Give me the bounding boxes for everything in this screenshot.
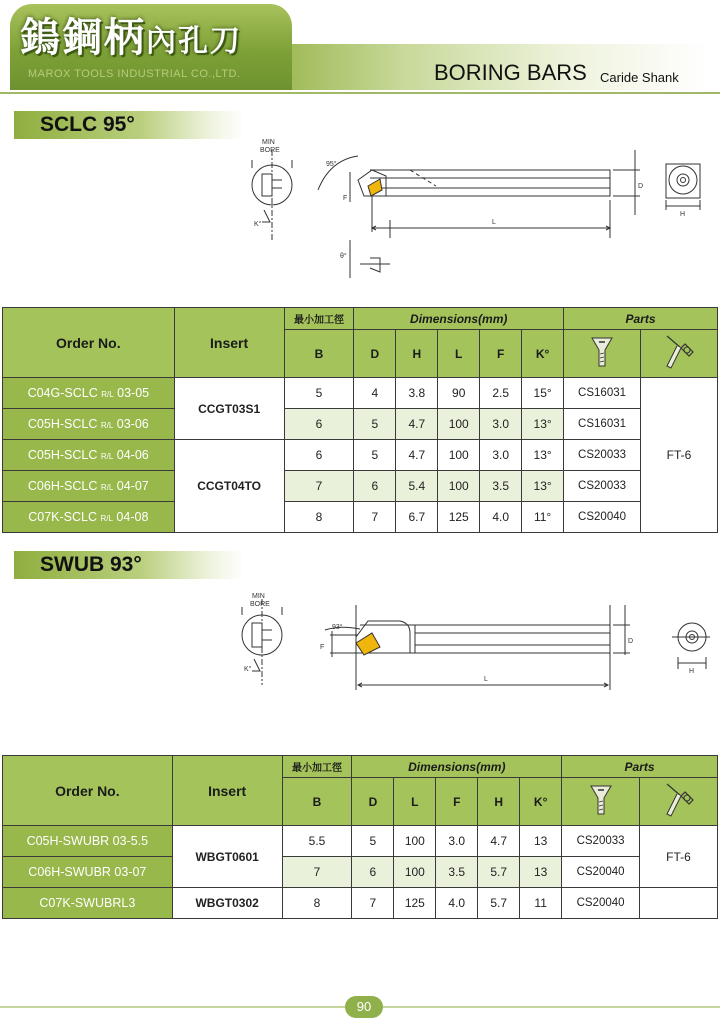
label-h: H xyxy=(689,668,695,675)
bar-side-outline xyxy=(370,170,610,196)
torx-key-icon xyxy=(659,332,699,372)
label-min: MIN xyxy=(252,593,265,600)
value-b: 8 xyxy=(282,888,352,919)
label-k: K° xyxy=(254,221,262,228)
insert-code: WBGT0302 xyxy=(172,888,282,919)
col-header-min-bore-cn: 最小加工徑 xyxy=(282,756,352,778)
order-no: C04G-SCLC R/L 03-05 xyxy=(3,378,175,409)
label-min: MIN xyxy=(262,139,275,146)
col-f: F xyxy=(436,778,478,826)
value-k: 11 xyxy=(520,888,562,919)
swub-technical-drawing xyxy=(240,585,710,695)
value-d: 6 xyxy=(352,857,394,888)
screw-part: CS20033 xyxy=(564,440,641,471)
bar-side-outline xyxy=(360,625,610,653)
col-l: L xyxy=(438,330,480,378)
section-title-swub-text: SWUB 93° xyxy=(40,553,142,576)
screw-part: CS16031 xyxy=(564,409,641,440)
value-l: 100 xyxy=(438,409,480,440)
label-theta: θ° xyxy=(340,253,347,260)
table-row xyxy=(3,857,718,888)
label-bore: BORE xyxy=(260,147,280,154)
header-subtitle-en: Caride Shank xyxy=(600,70,679,85)
value-f: 2.5 xyxy=(480,378,522,409)
value-f: 3.0 xyxy=(480,409,522,440)
col-header-parts: Parts xyxy=(564,308,718,330)
col-header-min-bore-cn: 最小加工徑 xyxy=(284,308,354,330)
order-no: C06H-SCLC R/L 04-07 xyxy=(3,471,175,502)
value-d: 5 xyxy=(354,440,396,471)
value-k: 15° xyxy=(522,378,564,409)
col-f: F xyxy=(480,330,522,378)
value-k: 13° xyxy=(522,440,564,471)
end-view-square xyxy=(666,164,700,198)
key-icon-cell xyxy=(640,778,718,826)
value-b: 8 xyxy=(284,502,354,533)
screw-icon xyxy=(588,782,614,818)
page-number: 90 xyxy=(345,996,383,1018)
col-d: D xyxy=(352,778,394,826)
value-f: 3.0 xyxy=(480,440,522,471)
header-title-cn xyxy=(20,6,242,63)
table-row xyxy=(3,826,718,857)
screw-icon-cell xyxy=(564,330,641,378)
col-h: H xyxy=(396,330,438,378)
order-no: C07K-SCLC R/L 04-08 xyxy=(3,502,175,533)
header-title-en: BORING BARS xyxy=(434,60,587,85)
label-l: L xyxy=(492,219,496,226)
table-row xyxy=(3,471,718,502)
value-b: 6 xyxy=(284,409,354,440)
order-no: C06H-SWUBR 03-07 xyxy=(3,857,173,888)
screw-part: CS20033 xyxy=(562,826,640,857)
order-no: C05H-SCLC R/L 04-06 xyxy=(3,440,175,471)
col-header-insert: Insert xyxy=(174,308,284,378)
value-f: 3.0 xyxy=(436,826,478,857)
col-header-dimensions: Dimensions(mm) xyxy=(354,308,564,330)
screw-part: CS20040 xyxy=(562,888,640,919)
value-b: 7 xyxy=(284,471,354,502)
swub-spec-table xyxy=(2,755,718,919)
sclc-insert-icon xyxy=(368,179,382,196)
value-l: 100 xyxy=(394,826,436,857)
screw-part: CS20040 xyxy=(564,502,641,533)
label-k: K° xyxy=(244,666,252,673)
order-no: C05H-SCLC R/L 03-06 xyxy=(3,409,175,440)
torx-key-icon xyxy=(659,780,699,820)
value-d: 7 xyxy=(354,502,396,533)
label-angle: 93° xyxy=(332,624,343,631)
order-no: C07K-SWUBRL3 xyxy=(3,888,173,919)
section-title-swub xyxy=(14,551,244,579)
col-k: K° xyxy=(520,778,562,826)
value-h: 5.7 xyxy=(478,857,520,888)
value-d: 4 xyxy=(354,378,396,409)
label-f: F xyxy=(343,195,348,202)
insert-code: CCGT03S1 xyxy=(174,378,284,440)
value-h: 6.7 xyxy=(396,502,438,533)
key-part: FT-6 xyxy=(640,826,718,888)
value-d: 5 xyxy=(352,826,394,857)
value-h: 4.7 xyxy=(478,826,520,857)
sclc-spec-table xyxy=(2,307,718,533)
col-b: B xyxy=(282,778,352,826)
value-h: 4.7 xyxy=(396,440,438,471)
value-l: 100 xyxy=(438,471,480,502)
value-l: 125 xyxy=(438,502,480,533)
section-title-sclc-text: SCLC 95° xyxy=(40,113,135,136)
header-title-cn-sub: 內孔刀 xyxy=(146,24,242,59)
table-row xyxy=(3,440,718,471)
value-b: 5.5 xyxy=(282,826,352,857)
table-row xyxy=(3,888,718,919)
key-part: FT-6 xyxy=(641,378,718,533)
value-l: 100 xyxy=(438,440,480,471)
label-d: D xyxy=(638,183,644,190)
label-h: H xyxy=(680,211,686,218)
company-name: MAROX TOOLS INDUSTRIAL CO.,LTD. xyxy=(28,68,241,80)
value-d: 7 xyxy=(352,888,394,919)
col-header-insert: Insert xyxy=(172,756,282,826)
label-d: D xyxy=(628,638,634,645)
value-k: 13 xyxy=(520,826,562,857)
label-f: F xyxy=(320,644,325,651)
screw-icon-cell xyxy=(562,778,640,826)
page-header xyxy=(0,0,720,96)
value-f: 3.5 xyxy=(480,471,522,502)
col-k: K° xyxy=(522,330,564,378)
sclc-technical-drawing xyxy=(240,130,710,290)
col-d: D xyxy=(354,330,396,378)
value-l: 125 xyxy=(394,888,436,919)
insert-code: CCGT04TO xyxy=(174,440,284,533)
value-d: 5 xyxy=(354,409,396,440)
value-h: 4.7 xyxy=(396,409,438,440)
value-l: 100 xyxy=(394,857,436,888)
key-icon-cell xyxy=(641,330,718,378)
header-title-cn-main: 鎢鋼柄 xyxy=(20,14,146,61)
col-l: L xyxy=(394,778,436,826)
table-row xyxy=(3,378,718,409)
value-f: 3.5 xyxy=(436,857,478,888)
value-l: 90 xyxy=(438,378,480,409)
col-header-parts: Parts xyxy=(562,756,718,778)
table-row xyxy=(3,409,718,440)
value-k: 13° xyxy=(522,471,564,502)
swub-insert-icon xyxy=(356,633,380,655)
value-f: 4.0 xyxy=(480,502,522,533)
insert-code: WBGT0601 xyxy=(172,826,282,888)
col-header-order: Order No. xyxy=(3,308,175,378)
value-h: 3.8 xyxy=(396,378,438,409)
end-view-circle xyxy=(669,166,697,194)
col-header-dimensions: Dimensions(mm) xyxy=(352,756,562,778)
col-b: B xyxy=(284,330,354,378)
screw-part: CS16031 xyxy=(564,378,641,409)
section-title-sclc xyxy=(14,111,244,139)
label-bore: BORE xyxy=(250,601,270,608)
value-b: 7 xyxy=(282,857,352,888)
value-b: 5 xyxy=(284,378,354,409)
table-row xyxy=(3,502,718,533)
screw-part: CS20040 xyxy=(562,857,640,888)
value-b: 6 xyxy=(284,440,354,471)
col-h: H xyxy=(478,778,520,826)
value-k: 13° xyxy=(522,409,564,440)
screw-icon xyxy=(589,334,615,370)
label-angle: 95° xyxy=(326,161,337,168)
value-k: 13 xyxy=(520,857,562,888)
value-k: 11° xyxy=(522,502,564,533)
value-h: 5.4 xyxy=(396,471,438,502)
key-part-empty xyxy=(640,888,718,919)
order-no: C05H-SWUBR 03-5.5 xyxy=(3,826,173,857)
screw-part: CS20033 xyxy=(564,471,641,502)
value-f: 4.0 xyxy=(436,888,478,919)
header-divider xyxy=(0,92,720,94)
value-h: 5.7 xyxy=(478,888,520,919)
label-l: L xyxy=(484,676,488,683)
value-d: 6 xyxy=(354,471,396,502)
col-header-order: Order No. xyxy=(3,756,173,826)
